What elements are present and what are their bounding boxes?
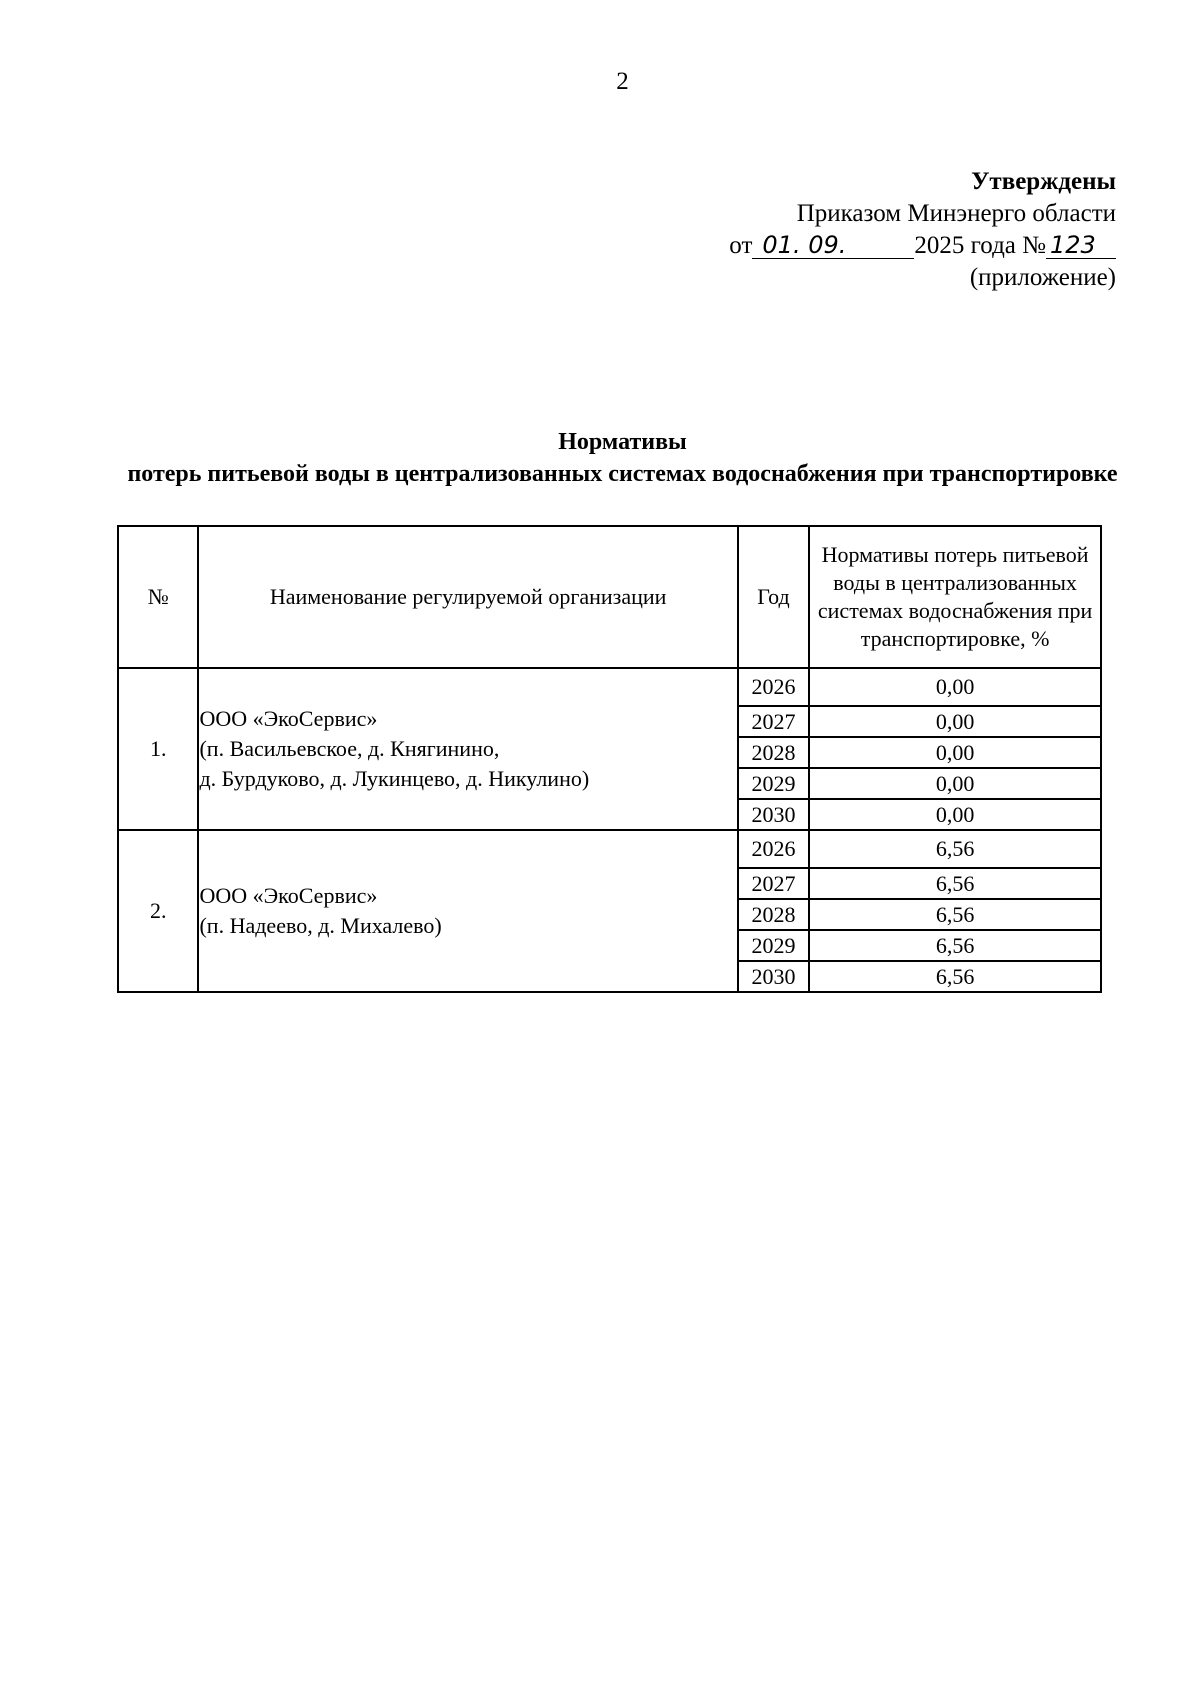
organization-locations: (п. Надеево, д. Михалево) — [199, 913, 442, 938]
document-title — [120, 426, 1125, 490]
year-cell: 2029 — [738, 930, 809, 961]
organization-name: ООО «ЭкоСервис» — [199, 883, 378, 908]
value-cell: 6,56 — [809, 961, 1101, 992]
table-row — [118, 668, 1101, 706]
year-cell: 2026 — [738, 830, 809, 868]
handwritten-date: 01. 09. — [752, 232, 914, 259]
page-number: 2 — [616, 68, 629, 95]
title-line-1: Нормативы — [558, 429, 687, 455]
organization-cell — [198, 668, 737, 830]
year-cell: 2027 — [738, 868, 809, 899]
norms-table — [117, 525, 1102, 993]
year-cell: 2027 — [738, 706, 809, 737]
value-cell: 6,56 — [809, 930, 1101, 961]
row-number: 2. — [118, 830, 198, 992]
value-cell: 0,00 — [809, 768, 1101, 799]
year-cell: 2030 — [738, 799, 809, 830]
approval-heading: Утверждены — [971, 168, 1116, 195]
year-cell: 2029 — [738, 768, 809, 799]
value-cell: 6,56 — [809, 830, 1101, 868]
value-cell: 0,00 — [809, 799, 1101, 830]
year-cell: 2026 — [738, 668, 809, 706]
year-cell: 2028 — [738, 899, 809, 930]
approval-date-line — [729, 230, 1116, 262]
value-cell: 6,56 — [809, 899, 1101, 930]
table-header-row — [118, 526, 1101, 668]
table-row — [118, 830, 1101, 868]
year-text: 2025 года № — [914, 232, 1046, 259]
value-cell: 0,00 — [809, 706, 1101, 737]
handwritten-order-number: 123 — [1046, 232, 1116, 259]
organization-name: ООО «ЭкоСервис» — [199, 706, 378, 731]
approval-appendix: (приложение) — [969, 264, 1116, 291]
approval-order-line: Приказом Минэнерго области — [796, 200, 1116, 227]
year-cell: 2028 — [738, 737, 809, 768]
organization-locations: д. Бурдуково, д. Лукинцево, д. Никулино) — [199, 766, 590, 791]
value-cell: 0,00 — [809, 668, 1101, 706]
value-cell: 0,00 — [809, 737, 1101, 768]
header-org: Наименование регулируемой организации — [198, 526, 737, 668]
date-prefix: от — [729, 232, 753, 259]
organization-locations: (п. Васильевское, д. Княгинино, — [199, 736, 500, 761]
year-cell: 2030 — [738, 961, 809, 992]
header-num: № — [118, 526, 198, 668]
header-value: Нормативы потерь питьевой воды в централизованных системах водоснабжения при транспортировке, % — [809, 526, 1101, 668]
header-year: Год — [738, 526, 809, 668]
row-number: 1. — [118, 668, 198, 830]
approval-block — [729, 166, 1116, 294]
organization-cell — [198, 830, 737, 992]
value-cell: 6,56 — [809, 868, 1101, 899]
title-line-2: потерь питьевой воды в централизованных системах водоснабжения при транспортировке — [127, 461, 1118, 487]
